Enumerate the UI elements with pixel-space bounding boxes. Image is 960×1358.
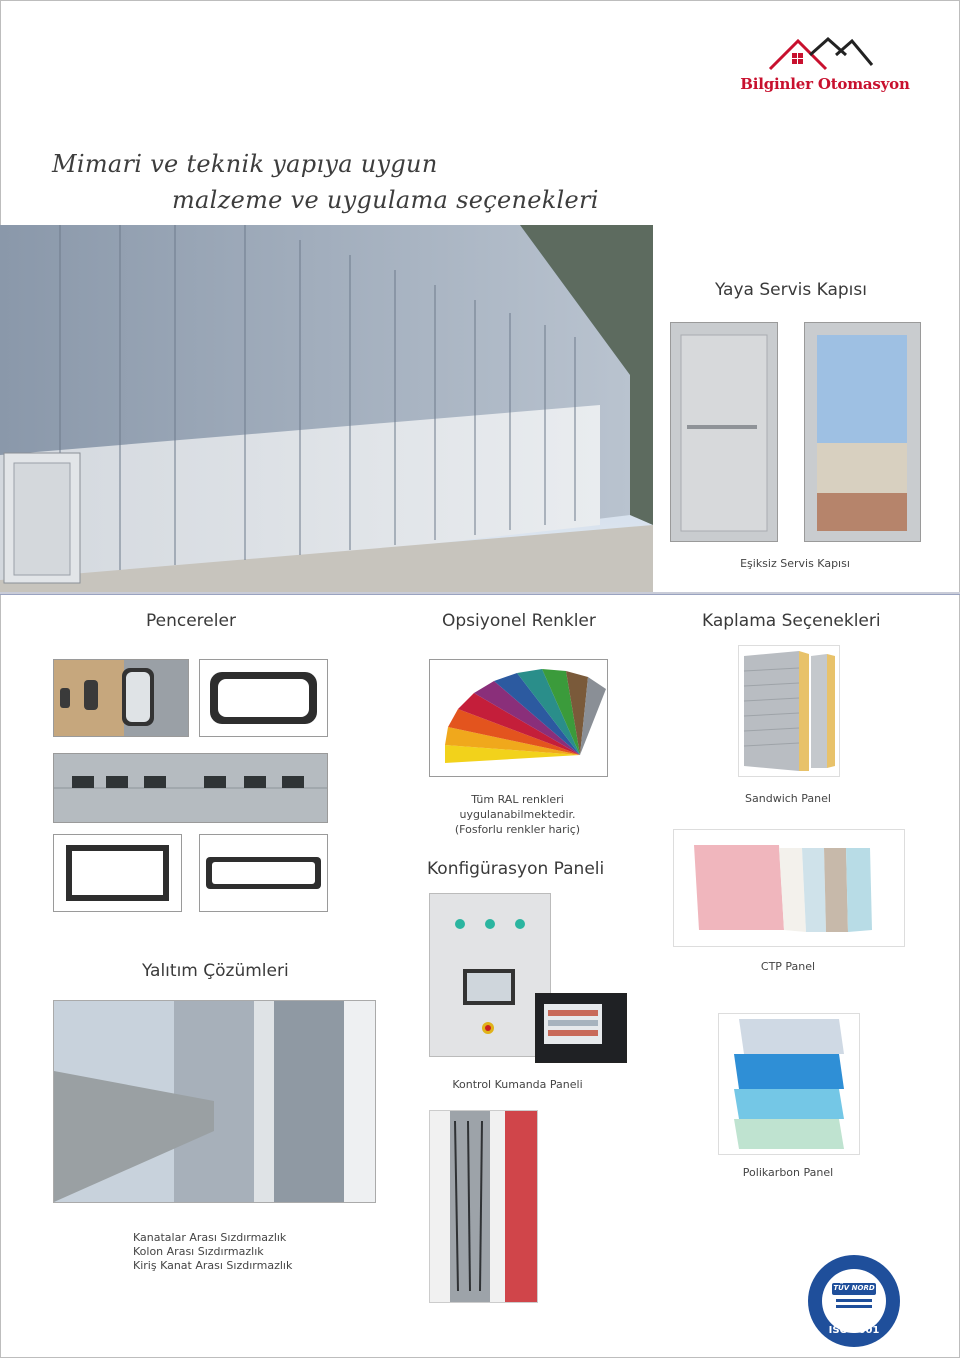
yaya-servis-caption: Eşiksiz Servis Kapısı — [740, 557, 850, 570]
control-cabinet-photo — [429, 893, 551, 1057]
insulation-seal-photo — [53, 1000, 376, 1203]
yalitim-caption — [133, 1231, 292, 1273]
renkler-caption-line-1: Tüm RAL renkleri — [471, 793, 564, 806]
kaplama-panel-1-caption: Sandwich Panel — [745, 792, 831, 805]
konfig-title: Konfigürasyon Paneli — [427, 859, 605, 879]
service-door-photo-open — [804, 322, 921, 542]
renkler-title: Opsiyonel Renkler — [442, 611, 596, 631]
pencereler-title: Pencereler — [146, 611, 236, 631]
ral-color-fan-photo — [429, 659, 608, 777]
hmi-touch-panel-photo — [535, 993, 627, 1063]
yaya-servis-title: Yaya Servis Kapısı — [715, 280, 867, 300]
headline-line-2: malzeme ve uygulama seçenekleri — [172, 186, 599, 214]
renkler-caption — [429, 792, 606, 837]
renkler-caption-line-2: uygulanabilmektedir. — [459, 808, 576, 821]
yalitim-caption-line-2: Kolon Arası Sızdırmazlık — [133, 1245, 264, 1258]
badge-top-text: TÜV NORD — [833, 1284, 875, 1292]
kaplama-title: Kaplama Seçenekleri — [702, 611, 881, 631]
yalitim-caption-line-1: Kanatalar Arası Sızdırmazlık — [133, 1231, 287, 1244]
kaplama-panel-3-caption: Polikarbon Panel — [742, 1166, 834, 1179]
polikarbon-panel-photo — [718, 1013, 860, 1155]
brand-name: Bilginler Otomasyon — [740, 75, 910, 93]
badge-bottom-text: ISO 9001 — [828, 1325, 880, 1336]
window-photo-1 — [53, 659, 189, 737]
yalitim-caption-line-3: Kiriş Kanat Arası Sızdırmazlık — [133, 1259, 293, 1272]
sandwich-panel-photo — [738, 645, 840, 777]
renkler-caption-line-3: (Fosforlu renkler hariç) — [454, 823, 581, 836]
service-door-photo-closed — [670, 322, 778, 542]
window-photo-2 — [199, 659, 328, 737]
konfig-caption: Kontrol Kumanda Paneli — [452, 1078, 583, 1091]
tuv-iso-badge — [806, 1253, 902, 1349]
hangar-door-photo — [0, 225, 653, 592]
seal-profile-photo — [429, 1110, 538, 1303]
window-photo-4 — [53, 834, 182, 912]
kaplama-panel-2-caption: CTP Panel — [760, 960, 816, 973]
headline-line-1: Mimari ve teknik yapıya uygun — [52, 150, 438, 178]
window-photo-5 — [199, 834, 328, 912]
window-photo-3 — [53, 753, 328, 823]
yalitim-title: Yalıtım Çözümleri — [142, 961, 289, 981]
brand-logo — [740, 35, 910, 97]
house-icon — [740, 35, 910, 75]
ctp-panel-photo — [673, 829, 905, 947]
section-divider-line — [0, 594, 960, 595]
